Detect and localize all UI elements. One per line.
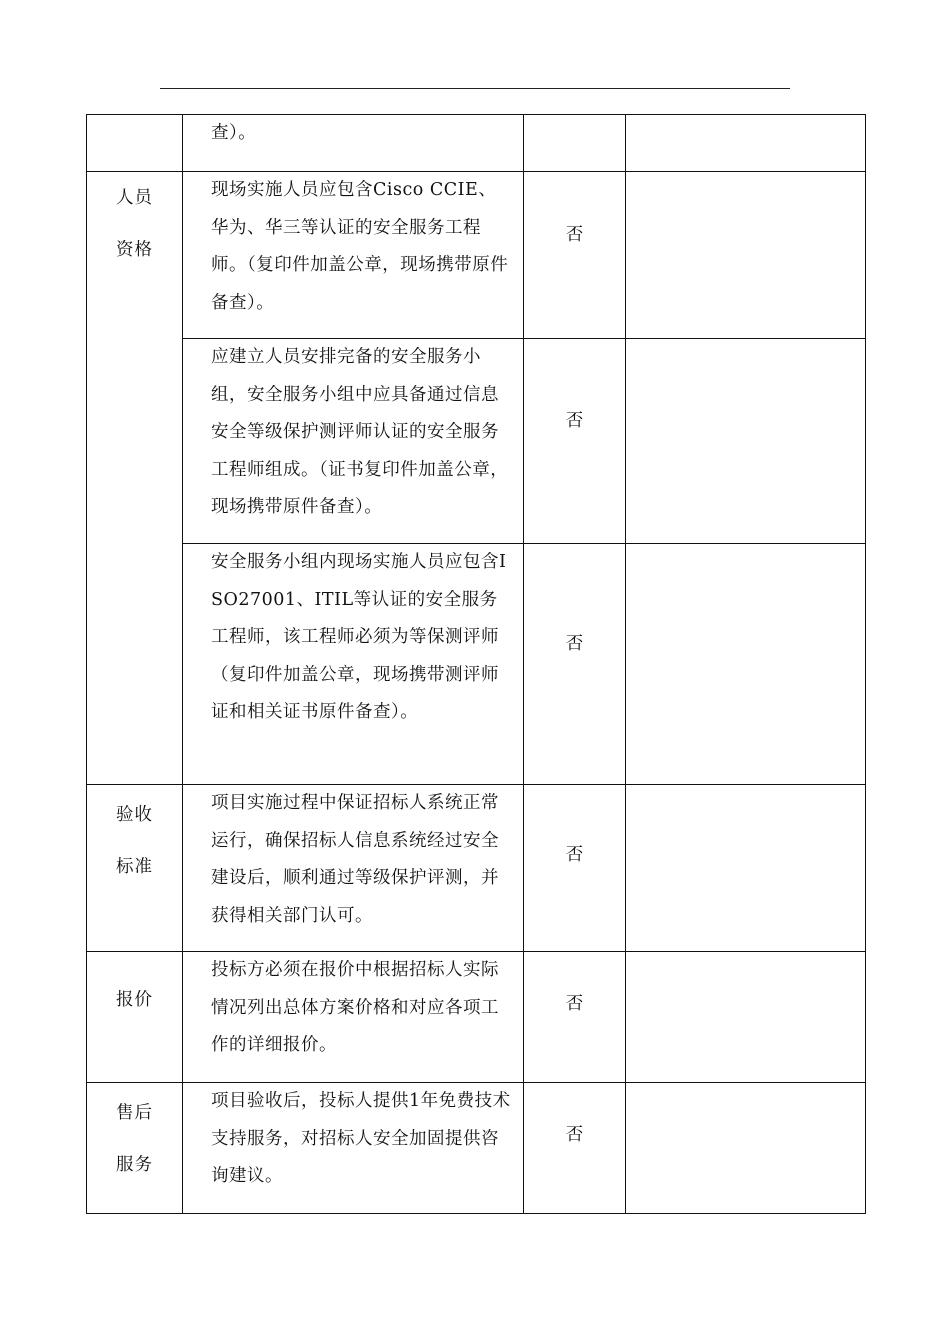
header-rule [160, 88, 790, 89]
requirement-text: 投标方必须在报价中根据招标人实际情况列出总体方案价格和对应各项工作的详细报价。 [211, 960, 499, 1055]
response-cell [524, 1083, 626, 1214]
table-row [87, 339, 866, 544]
response-text: 否 [565, 1125, 584, 1145]
requirement-text: 项目验收后，投标人提供1年免费技术支持服务，对招标人安全加固提供咨询建议。 [211, 1091, 511, 1186]
response-text: 否 [565, 845, 584, 865]
category-cell [87, 952, 183, 1083]
requirements-table [86, 114, 866, 1214]
requirement-text: 查）。 [211, 123, 257, 143]
category-text: 报价 [116, 990, 153, 1010]
category-cell [87, 115, 183, 172]
response-cell [524, 339, 626, 544]
category-cell [87, 172, 183, 785]
requirement-text: 应建立人员安排完备的安全服务小组，安全服务小组中应具备通过信息安全等级保护测评师认证的安全服务工程师组成。（证书复印件加盖公章，现场携带原件备查）。 [211, 347, 509, 517]
requirement-cell [183, 172, 524, 339]
response-text: 否 [565, 225, 584, 245]
requirement-cell [183, 1083, 524, 1214]
remark-cell [626, 1083, 866, 1214]
response-cell [524, 544, 626, 785]
response-text: 否 [565, 411, 584, 431]
response-text: 否 [565, 994, 584, 1014]
requirement-cell [183, 544, 524, 785]
requirement-text: 安全服务小组内现场实施人员应包含ISO27001、ITIL等认证的安全服务工程师，该工程师必须为等保测评师（复印件加盖公章，现场携带测评师证和相关证书原件备查）。 [211, 552, 507, 722]
category-text: 售后服务 [116, 1103, 153, 1175]
remark-cell [626, 952, 866, 1083]
category-cell [87, 785, 183, 952]
remark-cell [626, 785, 866, 952]
requirement-cell [183, 115, 524, 172]
category-text: 验收标准 [116, 805, 153, 877]
remark-cell [626, 339, 866, 544]
remark-cell [626, 115, 866, 172]
remark-cell [626, 172, 866, 339]
response-cell [524, 952, 626, 1083]
requirement-text: 现场实施人员应包含Cisco CCIE、华为、华三等认证的安全服务工程师。（复印件加盖公章，现场携带原件备查）。 [211, 180, 509, 313]
response-cell [524, 172, 626, 339]
response-cell [524, 115, 626, 172]
requirement-cell [183, 952, 524, 1083]
category-cell [87, 1083, 183, 1214]
requirement-text: 项目实施过程中保证招标人系统正常运行，确保招标人信息系统经过安全建设后，顺利通过等级保护评测，并获得相关部门认可。 [211, 793, 499, 926]
requirement-cell [183, 785, 524, 952]
response-cell [524, 785, 626, 952]
table-row [87, 952, 866, 1083]
category-text: 人员资格 [116, 188, 153, 260]
response-text: 否 [565, 634, 584, 654]
table-row [87, 172, 866, 339]
table-row [87, 1083, 866, 1214]
remark-cell [626, 544, 866, 785]
table-row [87, 115, 866, 172]
table-row [87, 785, 866, 952]
table-row [87, 544, 866, 785]
requirement-cell [183, 339, 524, 544]
